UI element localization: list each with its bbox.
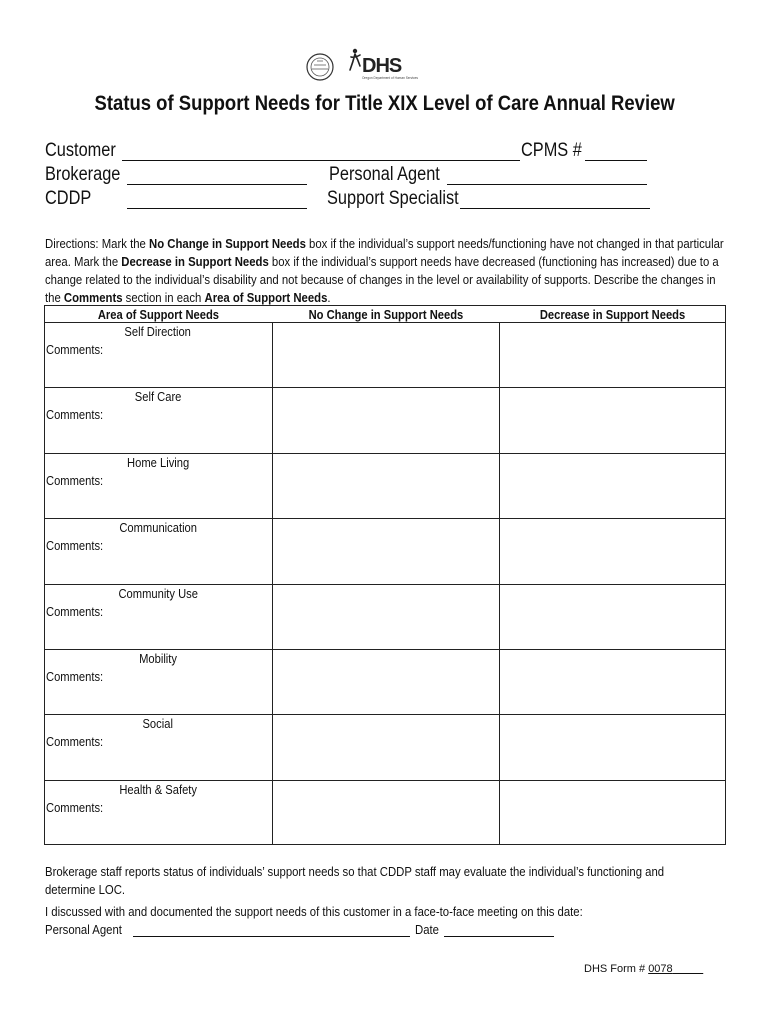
comments-label: Comments:: [46, 799, 104, 815]
dhs-subtitle: Oregon Department of Human Services: [362, 76, 418, 80]
header-logos: [300, 44, 440, 86]
directions-text: Directions: Mark the No Change in Support Needs box if the individual’s support needs/functioning have not changed in that particular area. Mark the Decrease in Support Needs box if the individual’s support needs have decreased (functioning has increased) due to a change related to the individual’s disability and not because of changes in the level or availability of supports. Describe the changes in the Comments section in each Area of Support Needs.: [45, 236, 724, 305]
comments-label: Comments:: [46, 342, 104, 357]
no-change-box[interactable]: [273, 781, 498, 844]
comments-label: Comments:: [46, 669, 104, 684]
area-home-living: Home Living: [126, 454, 190, 470]
brokerage-label: Brokerage: [45, 164, 121, 185]
cddp-label: CDDP: [45, 188, 92, 209]
area-communication: Communication: [119, 520, 197, 536]
no-change-box[interactable]: [273, 650, 498, 713]
personal-agent-label: Personal Agent: [329, 164, 440, 185]
brokerage-field[interactable]: [127, 184, 307, 185]
decrease-box[interactable]: [500, 388, 725, 451]
comments-label: Comments:: [46, 472, 104, 488]
comments-label: Comments:: [46, 538, 104, 554]
form-number: DHS Form # 0078: [584, 963, 673, 975]
customer-field[interactable]: [122, 160, 520, 161]
area-social: Social: [142, 716, 174, 732]
cpms-label: CPMS #: [521, 140, 582, 161]
personal-agent-signature-label: Personal Agent: [45, 922, 122, 937]
date-field[interactable]: [444, 936, 554, 937]
decrease-box[interactable]: [500, 519, 725, 582]
cpms-field[interactable]: [585, 160, 647, 161]
personal-agent-field[interactable]: [447, 184, 647, 185]
dhs-wordmark: DHS: [362, 55, 402, 77]
oregon-state-seal-icon: [307, 54, 333, 80]
decrease-box[interactable]: [500, 650, 725, 713]
customer-label: Customer: [45, 140, 116, 161]
area-health-safety: Health & Safety: [119, 781, 197, 797]
header-area-of-support-needs: Area of Support Needs: [97, 307, 219, 322]
date-label: Date: [415, 922, 439, 937]
dhs-figure-icon: [350, 49, 360, 70]
no-change-box[interactable]: [273, 388, 498, 451]
comments-label: Comments:: [46, 734, 104, 750]
no-change-box[interactable]: [273, 519, 498, 582]
comments-label: Comments:: [46, 603, 104, 619]
area-mobility: Mobility: [139, 651, 177, 666]
decrease-box[interactable]: [500, 585, 725, 648]
face-to-face-statement: I discussed with and documented the support needs of this customer in a face-to-face meeting on this date:: [45, 904, 583, 919]
cddp-field[interactable]: [127, 208, 307, 209]
area-self-direction: Self Direction: [124, 324, 192, 339]
personal-agent-signature-field[interactable]: [133, 936, 410, 937]
no-change-box[interactable]: [273, 323, 498, 386]
area-community-use: Community Use: [118, 585, 198, 601]
decrease-box[interactable]: [500, 323, 725, 386]
form-title: Status of Support Needs for Title XIX Level of Care Annual Review: [94, 92, 676, 115]
no-change-box[interactable]: [273, 585, 498, 648]
no-change-box[interactable]: [273, 454, 498, 517]
decrease-box[interactable]: [500, 781, 725, 844]
brokerage-note-line2: determine LOC.: [45, 882, 126, 897]
support-specialist-label: Support Specialist: [327, 188, 459, 209]
support-specialist-field[interactable]: [460, 208, 650, 209]
no-change-box[interactable]: [273, 715, 498, 778]
area-self-care: Self Care: [134, 389, 182, 405]
oregon-seal-and-dhs-logo: [300, 44, 440, 86]
comments-label: Comments:: [46, 407, 104, 423]
brokerage-note-line1: Brokerage staff reports status of individuals’ support needs so that CDDP staff may evaluate the individual’s functioning and: [45, 864, 665, 879]
decrease-box[interactable]: [500, 715, 725, 778]
decrease-box[interactable]: [500, 454, 725, 517]
header-no-change: No Change in Support Needs: [308, 307, 463, 322]
header-decrease: Decrease in Support Needs: [539, 307, 686, 322]
